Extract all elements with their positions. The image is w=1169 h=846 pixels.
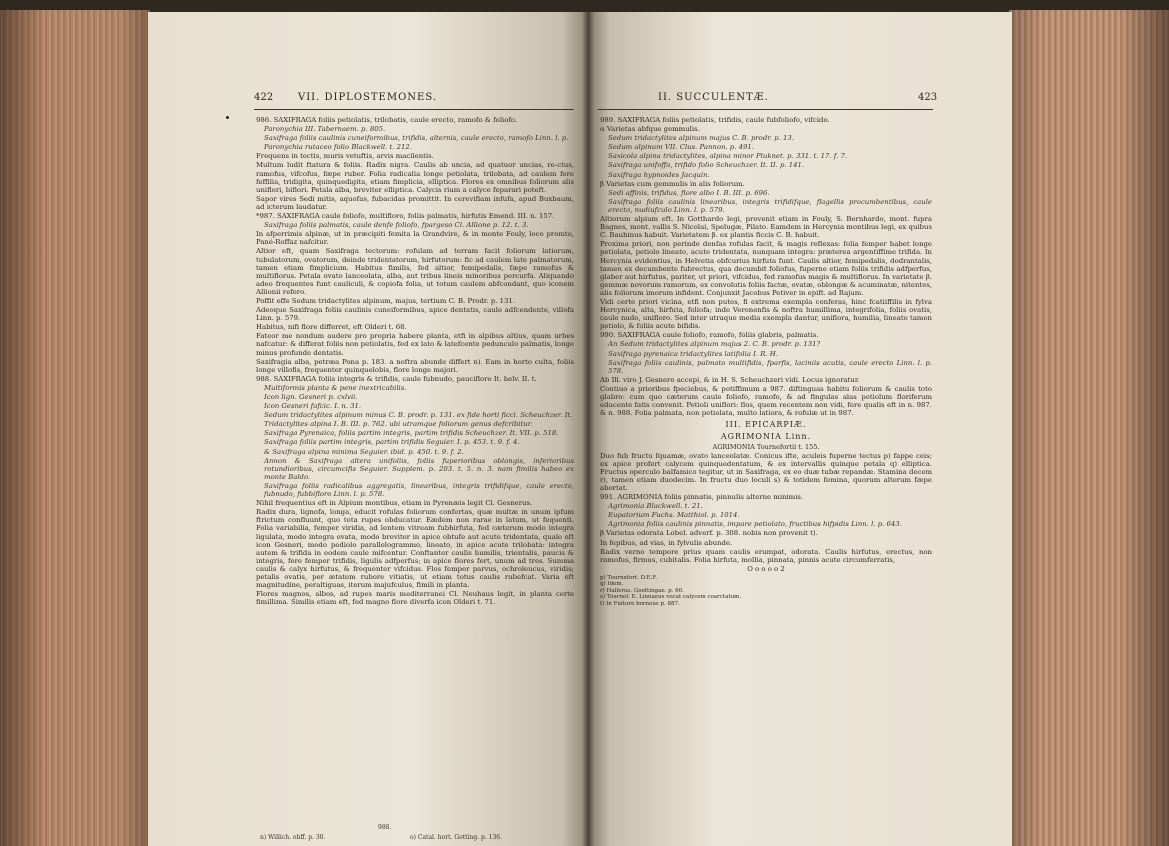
left-page-edges: [0, 10, 150, 846]
right-body-paragraph: Radix verno tempore prius quam caulis erumpat, odorata. Caulis hirfutus, erectus, non ramofus, firmus, cubitalis. Folia hirfuta, mollia, pinnata, pinnis acute circumferratis,: [600, 547, 932, 564]
left-synonym-line: Icon Gesneri fafcic. I. n. 31.: [264, 402, 362, 411]
left-synonym-line: Saxifraga foliis radicalibus aggregatis, linearibus, integris trifidifque, caule erecto, fubnudo, fubbifloro Linn. l. p. 578.: [264, 481, 574, 499]
right-footnote: t) In Fuiture borneus p. 887.: [600, 600, 680, 607]
left-synonym-line: & Saxifraga alpina minima Seguier. ibid. p. 450. t. 9. f. 2.: [264, 447, 464, 456]
right-synonym-line: Agrimonia Blackwell. t. 21.: [608, 502, 703, 511]
left-footnote-2: o) Catal. hort. Gotting. p. 136.: [410, 834, 503, 841]
left-body-paragraph: Flores magnos, albos, ad rupes maris mediterranei Cl. Neuhaus legit, in planta certe fimillima. Similis etiam eft, fed magno flore diverfa icon Olderi t. 71.: [256, 590, 574, 607]
right-footnotes: [600, 575, 932, 608]
right-body-paragraph: Altiorum alpium eft. In Gotthardo legi, provenit etiam in Fouly, S. Bernhardo, mont. fupra Bagnes, mont. vallis S. Nicolai, Spelugæ, Pilato. Eamdem in Hercynia montibus legi, ex quibus C. Bauhinus habuit. Varietatem β. ex plantis ficcis C. B. habuit.: [600, 215, 932, 240]
right-footnote: r) Hallerus. Goettingae. p. 60.: [600, 587, 684, 594]
genus-subheading: AGRIMONIA Tournefortii t. 155.: [712, 443, 820, 452]
right-head-rule: [598, 109, 933, 110]
right-text-column: [600, 116, 932, 607]
left-species-entry: *987. SAXIFRAGA caule foliofo, multifloro, foliis palmatis, hirfutis Emend. III. n. 157.: [256, 212, 555, 221]
right-synonym-line: Saxicola alpina tridactylites, alpina minor Pluknet. p. 331. t. 17. f. 7.: [608, 152, 848, 161]
right-body-paragraph: α Varietas abfque gemmulis.: [600, 125, 700, 134]
left-body-paragraph: Fateor me nondum audere pro propria habere planta, etfi in alpibus altius, quam urbes nafcatur: & differat foliis non petiolatis, fed ex lato & latefcente pedunculo palmatis, longe minus profunde dentatis.: [256, 332, 574, 357]
left-text-column: [256, 116, 574, 607]
genus-heading: AGRIMONIA Linn.: [720, 432, 812, 442]
right-body-paragraph: Proxima priori, non perinde denfas rofulas facit, & magis reflexas: folia femper habet longe petiolata, petiolo lineato, acute tridentata, nunquam integra: præterea argentiffime trifida. In Hercynia evidentius, in Helvetia obfcurius hirfuta funt. Caulis altior, femipedalis, dodrantalis, tamen ex decumbente fubrectus, qua decumbit foliofus, fuperne etiam foliis trifidis adfperfus, glaber aut hirfutus, pariter, ut priori, vifcidus, fed ramofus magis & multiflorus. In varietate β. gemmæ novorum ramorum, ex convolutis foliis factæ, ovatæ, oblongæ & acuminatæ, nitentes, alis foliorum imorum infident. Conjunxit Jacobus Petiver in epift. ad Rajum.: [600, 240, 932, 297]
left-catchword: 988.: [378, 824, 392, 831]
right-synonym-line: Saxifraga foliis caulinis linearibus, integris trifidifque, flagellis procumbentibus, caule erecto, nudiufculo Linn. l. p. 579.: [608, 197, 932, 214]
right-page: [588, 12, 1012, 846]
right-body-paragraph: β Varietas odorata Lobel. adverf. p. 308. nobis non provenit t).: [600, 529, 818, 538]
right-synonym-line: An Sedum tridactylites alpinum majus 2. C. B. prodr. p. 131?: [608, 340, 821, 349]
right-synonym-line: Sedum alpinum VII. Clus. Pannon. p. 491.: [608, 143, 754, 152]
section-heading: III. EPICARPIÆ.: [725, 420, 807, 430]
left-body-paragraph: Altior eft, quam Saxifraga tectorum: rofulam ad terram facit foliorum latiorum, tubulatorum, ovatorum, deinde tridentatorum, hirfutorum: fic ad caulem late palmatorum, tamen etiam fimplicium. Habitus fimilis, fed altior, femipedalis, fæpe ramofus & multiflorus. Petala ovato lanceolata, alba, aut tribus lineis minoribus percurfa. Aliquando adeo frequentes funt cauliculi, & copiofa folia, ut totum caulem abfcondant, quo iconem Allionii refero.: [256, 247, 574, 296]
left-synonym-line: Saxifraga foliis palmatis, caule denfe foliofo, fpargeso Cl. Allione p. 12. t. 3.: [264, 221, 529, 230]
right-synonym-line: Saxifraga hypnoides Jacquin.: [608, 170, 710, 179]
ink-dot: [226, 116, 229, 119]
right-body-paragraph: Ab Ill. viro J. Gesnero accepi, & in H. S. Scheuchzeri vidi. Locus ignoratur.: [600, 375, 860, 384]
left-footnote-1: n) Willich. obff. p. 30.: [260, 834, 326, 841]
right-footnote: s) Tournef. E. Linnaeus vocat calycem coarctatum.: [600, 594, 742, 601]
left-synonym-line: Icon lign. Gesneri p. cxlvii.: [264, 393, 358, 401]
signature-mark: O o o o o 2: [747, 564, 785, 573]
genus-description: Duo fub fructu fquamæ, ovato lanceolatæ. Conicus ifte, aculeis fuperne tectus p) fappe ceis; ex apice profert calycem quinquedentatum, & ex intervallis quinque petala q) elliptica. Fructus operculo balfamico tegitur, ut in Saxifraga, ex eo duæ tubæ repandæ. Stamina decem r), tamen etiam duodecim. In fructu duo loculi s) & totidem femina, quorum alterum fæpe abortat.: [600, 451, 932, 492]
right-body-paragraph: In fepibus, ad vias, in fylvulis abunde.: [600, 538, 733, 547]
left-synonym-line: Tridactylites alpina I. B. III. p. 762. ubi utramque foliorum genus defcribitur.: [264, 420, 533, 429]
right-footnote: q) Idem.: [600, 581, 624, 588]
left-body-paragraph: In afperrimis alpinæ, ut in præcipiti femita la Grandvire, & in monte Fouly, loco promto, Pané-Roffaz nafcitur.: [256, 230, 574, 247]
left-synonym-line: Multiformis planta & pene inextricabilis.: [264, 383, 407, 392]
left-body-paragraph: Saxifragia alba, petræa Pona p. 183. a noftra abunde differt n). Eam in horto culta, foliis longe villofis, frequenter quinquelobis, flore longe majori.: [256, 357, 574, 374]
left-body-paragraph: Adeoque Saxifraga foliis caulinis cuneiformibus, apice dentatis, caule adfcendente, villofa Linn. p. 579.: [256, 306, 574, 323]
right-synonym-line: Sedi affinis, trifidus, flore albo I. B. III. p. 696.: [608, 188, 770, 197]
left-synonym-line: Paronychia III. Tabernaem. p. 805.: [264, 125, 386, 134]
right-synonym-line: Saxifraga pyrenaica tridactylites latifolia I. R. H.: [608, 349, 779, 358]
right-page-edges: [1009, 10, 1169, 846]
right-body-paragraph: Contiuo a prioribus fpeciebus, & potiffimum a 987. diftinguas habitu foliorum & caulis toto glabro: cum quo cæterum caule foliofo, ramofo, & ad fingulas alas petiolum floriferum educente fatis convenit. Petioli uniflori: flos, quem recentem non vidi, fere qualis eft in n. 987. & n. 988. Folia palmata, non petiolata, multo latiora, & rofulæ ut in 987.: [600, 384, 932, 418]
left-body-paragraph: Multum ludit ftatura & foliis. Radix nigra. Caulis ab uncia, ad quatuor uncias, re-ctus, ramofus, vifcofus, fæpe ruber. Folia radicalia longe petiolata, trilobata, ad caulem fere feffilia, tridigita, quinquedigita, etiam fimplicia, elliptica. Flores ex omnibus foliorum alis uniflori, biflori. Petala alba, breviter elliptica. Calycis rium a calyce feparari poteft.: [256, 161, 574, 194]
left-body-paragraph: Frequens in tectis, muris vetuftis, arvis macilentis.: [256, 152, 434, 161]
right-synonym-line: Saxifraga foliis caulinis, palmato multifidis, fparfis, laciniis acutis, caule erecto Linn. l. p. 578.: [608, 358, 932, 375]
right-body-paragraph: β Varietas cum gemmulis in alis foliorum.: [600, 179, 745, 188]
left-page: [148, 12, 588, 846]
right-species-entry: 989. SAXIFRAGA foliis petiolatis, trifidis, caule fubfoliofo, vifcido.: [600, 116, 830, 124]
right-running-head: II. SUCCULENTÆ.: [658, 92, 769, 103]
left-body-paragraph: Habitus, nifi flore differret, eft Olderi t. 68.: [256, 323, 407, 332]
left-species-entry: 986. SAXIFRAGA foliis petiolatis, trilobatis, caule erecto, ramofo & foliofo.: [256, 116, 518, 124]
book-gutter: [582, 12, 594, 846]
left-synonym-line: Saxifraga foliis partim integris, partim trifidis Seguier. I. p. 453. t. 9. f. 4.: [264, 438, 520, 447]
left-head-rule: [254, 109, 574, 110]
right-body-paragraph: Vidi certe priori vicina, etfi non putes, fi extrema exempla conferas, hinc fcatiiffilis in fylva Hercynica, alta, hirfuta, foliofa; inde Veronenfis & noftra humillima, integrifolia, foliis ovatis, caule nudo, unifloro. Sed inter utraque media exempla dantur, uniflora, humilia, lineato tamen petiolo, & foliis acute bifidis.: [600, 297, 932, 331]
right-footnote: p) Tournefort. D.E.F.: [600, 574, 658, 581]
left-synonym-line: Annon & Saxifraga altera unifoliis, foliis fuperioribus oblongis, inferioribus rotundioribus, circumcifis Seguier. Supplem. p. 203. t. 5. n. 3. nam fimilis habeo ex monte Baldo.: [264, 456, 574, 481]
left-running-head: VII. DIPLOSTEMONES.: [298, 92, 437, 103]
left-page-number: 422: [254, 92, 274, 103]
right-page-number: 423: [918, 92, 938, 103]
left-synonym-line: Saxifraga foliis caulinis cuneiformibus, trifidis, alternis, caule erecto, ramofo Linn. l. p.: [264, 134, 569, 143]
left-synonym-line: Saxifraga Pyrenaica, foliis partim integris, partim trifidis Scheuchzer. It. VII. p. 518.: [264, 429, 559, 438]
right-synonym-line: Agrimonia foliis caulinis pinnatis, impare petiolato, fructibus hifpidis Linn. l. p. 643.: [608, 520, 902, 529]
left-species-entry: 988. SAXIFRAGA foliis integris & trifidis, caule fubnudo, paucifloro It. helv. II. t.: [256, 374, 537, 383]
right-synonym-line: Eupatorium Fuchs. Matthiol. p. 1014.: [608, 511, 740, 520]
left-synonym-line: Sedum tridactylites alpinum minus C. B. prodr. p. 131. ex fide horti ficci. Scheuchzer. It.: [264, 411, 573, 420]
right-species-entry: 991. AGRIMONIA foliis pinnatis, pinnulis alterne minimis.: [600, 493, 804, 502]
left-body-paragraph: Poffit effe Sedum tridactylites alpinum, majus, tertium C. B. Prodr. p. 131.: [256, 296, 515, 305]
right-synonym-line: Sedum tridactylites alpinum majus C. B. prodr. p. 13.: [608, 134, 794, 143]
left-body-paragraph: Nihil frequentius eft in Alpium montibus, etiam in Pyrenæis legit Cl. Gesnerus.: [256, 499, 533, 508]
right-synonym-line: Saxifraga unifoffa, trifido folio Scheuchzer. It. II. p. 141.: [608, 161, 805, 170]
left-synonym-line: Paronychia rutaceo folio Blackwell. t. 212.: [264, 143, 413, 152]
right-species-entry: 990. SAXIFRAGA caule foliofo, ramofo, foliis glabris, palmatis.: [600, 331, 819, 340]
left-body-paragraph: Radix dura, lignofa, longa, educit rofulas foliorum confertas, quæ multæ in unum ipfum ftrictum confluunt, quo tota rupes obducatur. Eædem non rarae in latum, ut fequenti. Folia variabilia, femper viridia, ad lentem vitream fubhirfuta, fed cæterum modo integra ligulata, modo integra ovata, modo breviter in apice obtufe aut acute tridentata, quale eft icon Gesneri, modo pediolo parallelogrammo, lineato, in apice acute trilobata: integra autem & trifida in eodem caule mifcentur. Conftanter caulis humilis, trientalis, paucis & integris, fere femper trifidis, ligulis adfperfus; in apice flores fert, unum ad tres. Summa caulis & calyx hirfutus, & frequenter vifcidus. Flos femper parvus, ochroleucus, viridis; petalis ovatis, per ætatem rubore vitiatis, ut etiam totus caulis rubefcat. Varia eft magnitudine, peraltiguas, iterum majufculus, fimili in planta.: [256, 508, 574, 590]
left-body-paragraph: Sapor vires Sedi mitis, aquofas, fubacidas promittit. In cerevifiam infufa, apud Buxbaum, ad icterum laudatur.: [256, 194, 574, 211]
